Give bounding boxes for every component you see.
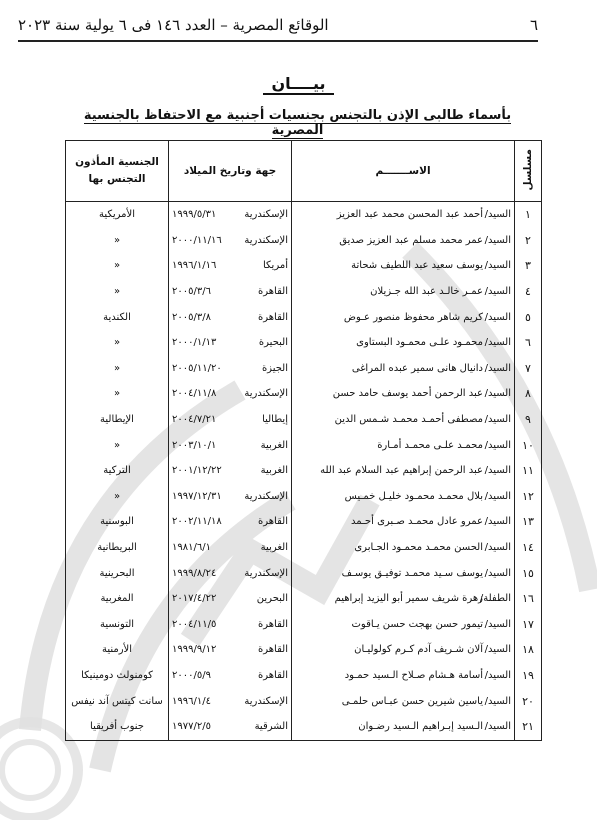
row-name: عمـر خالـد عبد الله جـزيلان: [370, 286, 483, 298]
row-birthdate: ١٩٧٧/٢/٥: [172, 721, 211, 733]
row-name: عبد الرحمن إبراهيم عبد السلام عبد الله: [320, 465, 483, 477]
table-row: [66, 202, 542, 228]
table-row: [66, 637, 542, 663]
row-name-cell: [292, 253, 515, 279]
gazette-line: الوقائع المصرية – العدد ١٤٦ فى ٦ يولية سنة ٢٠٢٣: [18, 16, 329, 34]
row-name-cell: [292, 688, 515, 714]
row-birthdate: ٢٠١٧/٤/٢٢: [172, 593, 217, 605]
row-nationality: «: [66, 228, 169, 254]
row-title: السيد/: [484, 311, 511, 323]
row-birthdate: ٢٠٠٠/٥/٩: [172, 669, 211, 681]
row-serial: ١١: [515, 458, 542, 484]
row-name-cell: [292, 535, 515, 561]
row-serial: ٨: [515, 381, 542, 407]
row-name: أسامة هـشام صـلاح الـسيد حمـود: [344, 669, 483, 681]
row-name-cell: [292, 509, 515, 535]
row-title: الطفلة/: [479, 593, 511, 605]
row-serial: ١٩: [515, 663, 542, 689]
row-serial: ٢: [515, 228, 542, 254]
document-subtitle: بأسماء طالبى الإذن بالتجنس بجنسيات أجنبية مع الاحتفاظ بالجنسية المصرية: [83, 108, 512, 138]
row-serial: ٣: [515, 253, 542, 279]
row-title: السيد/: [484, 669, 511, 681]
row-serial: ٧: [515, 356, 542, 382]
row-name-cell: [292, 586, 515, 612]
row-name: آلان شـريف آدم كـرم كولوليـان: [354, 644, 483, 656]
row-name-cell: [292, 714, 515, 741]
row-name: يوسف سـيد محمـد توفيـق يوسـف: [341, 567, 483, 579]
header-serial: مسلسل: [515, 141, 542, 202]
row-birthdate: ١٩٩٦/١/١٦: [172, 260, 217, 272]
row-birthdate: ٢٠٠٢/١١/١٨: [172, 516, 222, 528]
row-name-cell: [292, 228, 515, 254]
row-place-date-cell: [169, 714, 292, 741]
row-name: ياسين شيرين حسن عبـاس حلمـى: [341, 695, 483, 707]
header-place-date: جهة وتاريخ الميلاد: [169, 141, 292, 202]
table-row: [66, 663, 542, 689]
row-birthdate: ٢٠٠٤/٧/٢١: [172, 414, 217, 426]
row-serial: ٦: [515, 330, 542, 356]
row-name-cell: [292, 663, 515, 689]
row-nationality: «: [66, 356, 169, 382]
row-title: السيد/: [484, 209, 511, 221]
row-name-cell: [292, 612, 515, 638]
row-serial: ٢١: [515, 714, 542, 741]
row-birthplace: الإسكندرية: [244, 695, 288, 707]
row-name: الحسن محمـد محمـود الجـابرى: [354, 542, 483, 554]
row-birthplace: الغربية: [260, 542, 288, 554]
row-nationality: «: [66, 253, 169, 279]
row-place-date-cell: [169, 612, 292, 638]
row-serial: ١٢: [515, 484, 542, 510]
table-row: [66, 356, 542, 382]
row-birthplace: الإسكندرية: [244, 234, 288, 246]
row-birthplace: أمريكا: [262, 260, 288, 272]
row-nationality: البوسنية: [66, 509, 169, 535]
row-title: السيد/: [484, 516, 511, 528]
row-birthplace: الإسكندرية: [244, 209, 288, 221]
table-row: [66, 586, 542, 612]
row-name: يوسف سعيد عبد اللطيف شحاتة: [351, 260, 483, 272]
row-serial: ٥: [515, 304, 542, 330]
row-nationality: البريطانية: [66, 535, 169, 561]
row-birthdate: ١٩٩٧/١٢/٣١: [172, 490, 222, 502]
row-birthplace: الجيزة: [261, 362, 288, 374]
row-birthplace: القاهرة: [258, 286, 288, 298]
row-birthdate: ١٩٩٩/٥/٣١: [172, 209, 217, 221]
row-nationality: «: [66, 279, 169, 305]
row-serial: ١٥: [515, 560, 542, 586]
row-birthdate: ١٩٩٩/٩/١٢: [172, 644, 217, 656]
row-place-date-cell: [169, 381, 292, 407]
row-name: دانيال هانى سمير عبده المراغى: [351, 362, 483, 374]
row-birthplace: الإسكندرية: [244, 567, 288, 579]
row-title: السيد/: [484, 260, 511, 272]
table-row: [66, 612, 542, 638]
row-nationality: التونسية: [66, 612, 169, 638]
row-birthplace: القاهرة: [258, 618, 288, 630]
row-birthdate: ٢٠٠١/١٢/٢٢: [172, 465, 222, 477]
row-title: السيد/: [484, 439, 511, 451]
row-nationality: الأرمنية: [66, 637, 169, 663]
row-nationality: سانت كيتس آند نيفس: [66, 688, 169, 714]
table-row: [66, 714, 542, 741]
document-title: بيــــان: [263, 74, 333, 95]
document-subtitle-wrap: [60, 108, 535, 138]
row-name-cell: [292, 560, 515, 586]
header-nationality: الجنسية المأذون التجنس بها: [66, 141, 169, 202]
row-nationality: المغربية: [66, 586, 169, 612]
row-name: الـسيد إبـراهيم الـسيد رضـوان: [358, 721, 483, 733]
table-header-row: [66, 141, 542, 202]
row-name-cell: [292, 458, 515, 484]
row-nationality: جنوب أفريقيا: [66, 714, 169, 741]
row-birthplace: الغربية: [260, 465, 288, 477]
applicants-table: [65, 140, 542, 741]
row-nationality: الكندية: [66, 304, 169, 330]
row-name: محمـود علـى محمـود البستاوى: [356, 337, 483, 349]
table-row: [66, 253, 542, 279]
row-nationality: «: [66, 432, 169, 458]
row-birthdate: ٢٠٠٤/١١/٥: [172, 618, 217, 630]
row-birthplace: القاهرة: [258, 516, 288, 528]
table-row: [66, 330, 542, 356]
row-nationality: التركية: [66, 458, 169, 484]
table-row: [66, 458, 542, 484]
row-serial: ٤: [515, 279, 542, 305]
row-name: كريم شاهر محفوظ منصور عـوض: [343, 311, 483, 323]
header-rule: [18, 40, 538, 42]
row-serial: ١٦: [515, 586, 542, 612]
row-place-date-cell: [169, 407, 292, 433]
row-title: السيد/: [484, 286, 511, 298]
row-name: مصطفى أحمـد محمـد شـمس الدين: [334, 414, 483, 426]
row-nationality: «: [66, 330, 169, 356]
row-name: تيمور حسن بهجت حسن يـاقوت: [351, 618, 483, 630]
row-nationality: البحرينية: [66, 560, 169, 586]
row-birthdate: ٢٠٠٥/١١/٢٠: [172, 362, 222, 374]
row-name-cell: [292, 356, 515, 382]
row-place-date-cell: [169, 637, 292, 663]
row-serial: ١٤: [515, 535, 542, 561]
row-title: السيد/: [484, 465, 511, 477]
row-place-date-cell: [169, 535, 292, 561]
table-row: [66, 509, 542, 535]
row-place-date-cell: [169, 228, 292, 254]
row-name-cell: [292, 432, 515, 458]
table-row: [66, 304, 542, 330]
row-title: السيد/: [484, 234, 511, 246]
row-serial: ٩: [515, 407, 542, 433]
row-birthplace: الإسكندرية: [244, 388, 288, 400]
row-title: السيد/: [484, 695, 511, 707]
row-birthplace: البحرين: [256, 593, 288, 605]
row-place-date-cell: [169, 304, 292, 330]
row-name: عمر محمد مسلم عبد العزيز صديق: [339, 234, 483, 246]
row-title: السيد/: [484, 337, 511, 349]
row-place-date-cell: [169, 663, 292, 689]
row-nationality: «: [66, 381, 169, 407]
table-row: [66, 279, 542, 305]
row-birthplace: القاهرة: [258, 644, 288, 656]
header-name: الاســـــــم: [292, 141, 515, 202]
table-row: [66, 484, 542, 510]
row-title: السيد/: [484, 362, 511, 374]
row-name: عمرو عادل محمـد صـبرى أحـمد: [350, 516, 483, 528]
row-name-cell: [292, 279, 515, 305]
row-serial: ١٠: [515, 432, 542, 458]
row-place-date-cell: [169, 586, 292, 612]
row-place-date-cell: [169, 330, 292, 356]
row-birthdate: ١٩٨١/٦/١: [172, 542, 211, 554]
row-title: السيد/: [484, 490, 511, 502]
row-birthplace: الغربية: [260, 439, 288, 451]
row-serial: ١٧: [515, 612, 542, 638]
row-nationality: الأمريكية: [66, 202, 169, 228]
row-place-date-cell: [169, 560, 292, 586]
row-birthplace: القاهرة: [258, 669, 288, 681]
row-place-date-cell: [169, 484, 292, 510]
row-birthplace: الشرقية: [254, 721, 288, 733]
row-nationality: الإيطالية: [66, 407, 169, 433]
row-serial: ٢٠: [515, 688, 542, 714]
row-place-date-cell: [169, 432, 292, 458]
row-name: أحمد عبد المحسن محمد عبد العزيز: [336, 209, 483, 221]
row-place-date-cell: [169, 253, 292, 279]
row-birthplace: القاهرة: [258, 311, 288, 323]
row-place-date-cell: [169, 279, 292, 305]
row-title: السيد/: [484, 542, 511, 554]
row-title: السيد/: [484, 567, 511, 579]
row-title: السيد/: [484, 414, 511, 426]
row-place-date-cell: [169, 356, 292, 382]
row-birthdate: ٢٠٠٠/١/١٣: [172, 337, 217, 349]
row-title: السيد/: [484, 618, 511, 630]
row-birthdate: ٢٠٠٥/٣/٦: [172, 286, 211, 298]
row-serial: ١: [515, 202, 542, 228]
document-title-wrap: [0, 74, 597, 93]
table-row: [66, 432, 542, 458]
row-birthdate: ٢٠٠٤/١١/٨: [172, 388, 217, 400]
table-row: [66, 688, 542, 714]
row-birthplace: البحيرة: [258, 337, 288, 349]
row-nationality: كومنولث دومينيكا: [66, 663, 169, 689]
row-name: عبد الرحمن أحمد يوسف حامد حسن: [332, 388, 483, 400]
row-birthplace: الإسكندرية: [244, 490, 288, 502]
row-place-date-cell: [169, 688, 292, 714]
row-birthdate: ٢٠٠٣/١٠/١: [172, 439, 217, 451]
row-name-cell: [292, 407, 515, 433]
row-name: محمـد علـى محمـد أمـارة: [377, 439, 483, 451]
row-birthdate: ٢٠٠٠/١١/١٦: [172, 234, 222, 246]
row-title: السيد/: [484, 721, 511, 733]
row-serial: ١٣: [515, 509, 542, 535]
row-birthplace: إيطاليا: [262, 414, 288, 426]
row-birthdate: ٢٠٠٥/٣/٨: [172, 311, 211, 323]
row-name: زهرة شريف سمير أبو اليزيد إبراهيم: [334, 593, 483, 605]
row-birthdate: ١٩٩٩/٨/٢٤: [172, 567, 217, 579]
row-place-date-cell: [169, 458, 292, 484]
row-name: بلال محمـد محمـود خليـل خمـيس: [344, 490, 483, 502]
row-name-cell: [292, 202, 515, 228]
row-nationality: «: [66, 484, 169, 510]
table-row: [66, 228, 542, 254]
row-birthdate: ١٩٩٦/١/٤: [172, 695, 211, 707]
row-title: السيد/: [484, 388, 511, 400]
row-name-cell: [292, 637, 515, 663]
table-row: [66, 381, 542, 407]
row-serial: ١٨: [515, 637, 542, 663]
row-title: السيد/: [484, 644, 511, 656]
page-number: ٦: [529, 16, 538, 34]
row-name-cell: [292, 330, 515, 356]
table-row: [66, 560, 542, 586]
row-place-date-cell: [169, 509, 292, 535]
table-row: [66, 535, 542, 561]
row-name-cell: [292, 484, 515, 510]
page-header: [18, 14, 538, 36]
table-row: [66, 407, 542, 433]
row-name-cell: [292, 381, 515, 407]
row-name-cell: [292, 304, 515, 330]
row-place-date-cell: [169, 202, 292, 228]
